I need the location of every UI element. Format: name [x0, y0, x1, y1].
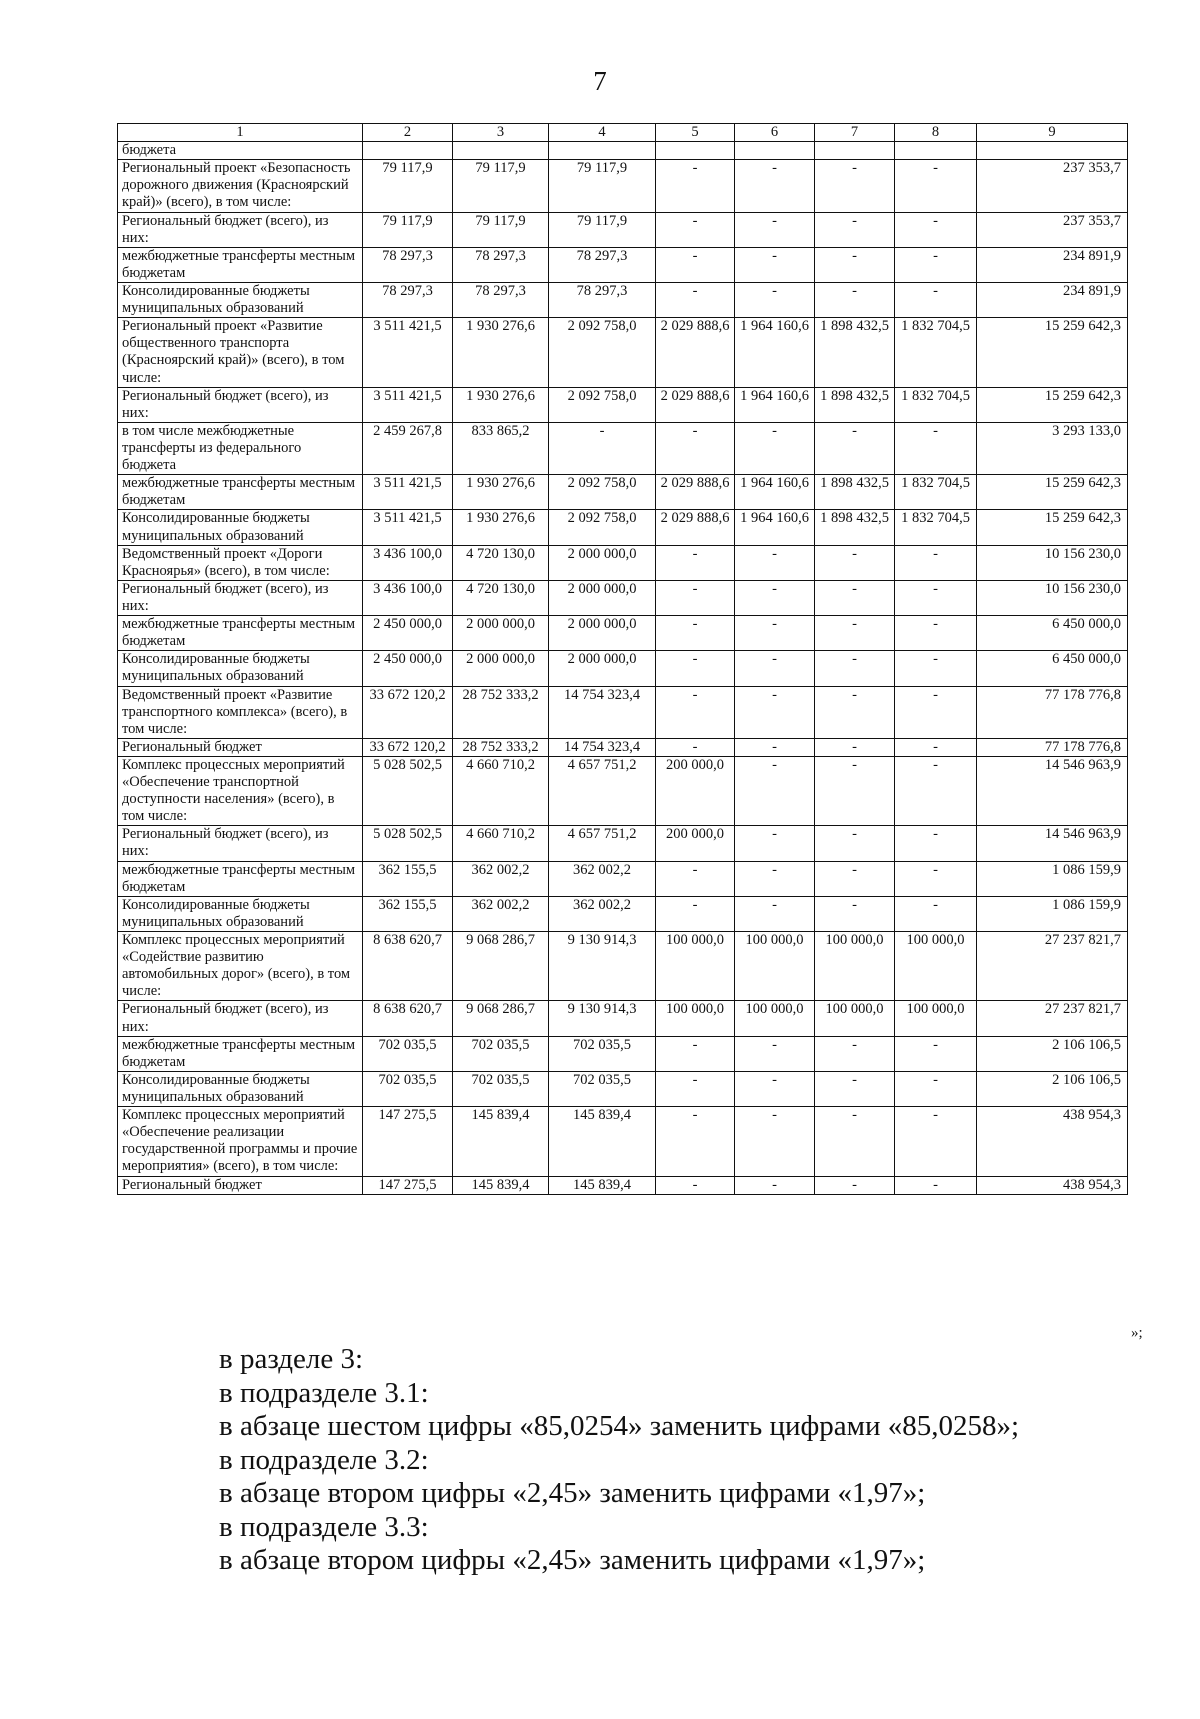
value-cell: 1 930 276,6	[453, 475, 549, 510]
value-cell: 200 000,0	[656, 826, 735, 861]
row-label: межбюджетные трансферты местным бюджетам	[118, 475, 363, 510]
table-row	[118, 580, 1128, 615]
value-cell: 1 898 432,5	[815, 475, 895, 510]
value-cell: 79 117,9	[363, 212, 453, 247]
row-label: Региональный бюджет (всего), из них:	[118, 1001, 363, 1036]
table-header-row	[118, 124, 1128, 142]
value-cell: -	[815, 1071, 895, 1106]
value-cell: -	[656, 1071, 735, 1106]
value-cell: 79 117,9	[549, 160, 656, 212]
value-cell: 100 000,0	[895, 1001, 977, 1036]
value-cell: 28 752 333,2	[453, 738, 549, 756]
total-cell: 77 178 776,8	[977, 686, 1128, 738]
column-header: 6	[735, 124, 815, 142]
value-cell: 4 657 751,2	[549, 826, 656, 861]
column-header: 8	[895, 124, 977, 142]
value-cell: 362 155,5	[363, 896, 453, 931]
value-cell: -	[895, 686, 977, 738]
value-cell: 5 028 502,5	[363, 826, 453, 861]
value-cell: -	[735, 1036, 815, 1071]
total-cell: 6 450 000,0	[977, 616, 1128, 651]
row-label: Консолидированные бюджеты муниципальных образований	[118, 1071, 363, 1106]
table-row	[118, 387, 1128, 422]
value-cell: -	[656, 422, 735, 474]
table-row	[118, 651, 1128, 686]
total-cell: 15 259 642,3	[977, 318, 1128, 387]
amendment-paragraph: в подразделе 3.2:	[219, 1443, 429, 1476]
value-cell: 1 832 704,5	[895, 387, 977, 422]
value-cell: -	[735, 861, 815, 896]
value-cell: -	[895, 756, 977, 825]
amendment-paragraph: в абзаце шестом цифры «85,0254» заменить цифрами «85,0258»;	[219, 1410, 1020, 1442]
value-cell: 2 450 000,0	[363, 616, 453, 651]
value-cell: 2 029 888,6	[656, 318, 735, 387]
value-cell: 702 035,5	[549, 1036, 656, 1071]
value-cell: 2 029 888,6	[656, 475, 735, 510]
table-row	[118, 212, 1128, 247]
value-cell: 78 297,3	[363, 282, 453, 317]
table-body	[118, 142, 1128, 1195]
value-cell: 100 000,0	[895, 932, 977, 1001]
value-cell: 702 035,5	[549, 1071, 656, 1106]
total-cell: 15 259 642,3	[977, 475, 1128, 510]
value-cell: -	[895, 1176, 977, 1194]
value-cell: -	[815, 1107, 895, 1176]
value-cell: 3 436 100,0	[363, 545, 453, 580]
value-cell: 3 511 421,5	[363, 318, 453, 387]
row-label: межбюджетные трансферты местным бюджетам	[118, 861, 363, 896]
value-cell: -	[895, 1107, 977, 1176]
table-row	[118, 510, 1128, 545]
value-cell: 2 000 000,0	[549, 616, 656, 651]
value-cell	[735, 142, 815, 160]
value-cell: -	[815, 756, 895, 825]
value-cell: 1 930 276,6	[453, 387, 549, 422]
value-cell: 9 068 286,7	[453, 1001, 549, 1036]
value-cell: -	[656, 616, 735, 651]
value-cell: -	[656, 282, 735, 317]
value-cell: 100 000,0	[815, 1001, 895, 1036]
value-cell: 1 832 704,5	[895, 475, 977, 510]
value-cell: 145 839,4	[453, 1107, 549, 1176]
value-cell: 3 511 421,5	[363, 475, 453, 510]
total-cell: 77 178 776,8	[977, 738, 1128, 756]
value-cell: -	[895, 545, 977, 580]
value-cell: -	[656, 580, 735, 615]
table-row	[118, 686, 1128, 738]
row-label: Консолидированные бюджеты муниципальных образований	[118, 282, 363, 317]
value-cell: -	[735, 580, 815, 615]
table-row	[118, 1001, 1128, 1036]
amendment-paragraph: в подразделе 3.3:	[219, 1510, 429, 1543]
table-row	[118, 1036, 1128, 1071]
value-cell: -	[735, 1176, 815, 1194]
value-cell: 2 000 000,0	[549, 580, 656, 615]
value-cell: 79 117,9	[453, 160, 549, 212]
value-cell: -	[815, 545, 895, 580]
amendment-text	[219, 1343, 1169, 1578]
row-label: межбюджетные трансферты местным бюджетам	[118, 616, 363, 651]
value-cell: -	[656, 212, 735, 247]
value-cell: -	[815, 826, 895, 861]
value-cell: 2 000 000,0	[453, 651, 549, 686]
table-row	[118, 160, 1128, 212]
value-cell: -	[735, 686, 815, 738]
table-row	[118, 826, 1128, 861]
value-cell: -	[735, 545, 815, 580]
row-label: Региональный проект «Развитие общественного транспорта (Красноярский край)» (всего), в том числе:	[118, 318, 363, 387]
value-cell: 100 000,0	[735, 932, 815, 1001]
value-cell: 2 029 888,6	[656, 387, 735, 422]
value-cell: -	[656, 651, 735, 686]
total-cell: 234 891,9	[977, 247, 1128, 282]
row-label: Консолидированные бюджеты муниципальных образований	[118, 651, 363, 686]
value-cell: -	[895, 212, 977, 247]
value-cell: 2 029 888,6	[656, 510, 735, 545]
value-cell: 362 002,2	[549, 896, 656, 931]
value-cell: -	[656, 896, 735, 931]
value-cell: -	[656, 686, 735, 738]
total-cell: 27 237 821,7	[977, 1001, 1128, 1036]
value-cell: 78 297,3	[453, 282, 549, 317]
row-label: Региональный бюджет (всего), из них:	[118, 580, 363, 615]
row-label: Ведомственный проект «Развитие транспортного комплекса» (всего), в том числе:	[118, 686, 363, 738]
value-cell: 79 117,9	[363, 160, 453, 212]
table-row	[118, 142, 1128, 160]
value-cell: -	[656, 160, 735, 212]
table-row	[118, 247, 1128, 282]
value-cell: -	[549, 422, 656, 474]
value-cell: -	[735, 896, 815, 931]
value-cell: -	[895, 861, 977, 896]
value-cell: 1 964 160,6	[735, 387, 815, 422]
table-row	[118, 738, 1128, 756]
value-cell: -	[735, 160, 815, 212]
value-cell: 702 035,5	[453, 1071, 549, 1106]
column-header: 7	[815, 124, 895, 142]
value-cell: 33 672 120,2	[363, 686, 453, 738]
value-cell: 702 035,5	[363, 1071, 453, 1106]
value-cell: 1 964 160,6	[735, 475, 815, 510]
row-label: Комплекс процессных мероприятий «Обеспечение транспортной доступности населения» (всего), в том числе:	[118, 756, 363, 825]
value-cell	[656, 142, 735, 160]
value-cell: -	[815, 247, 895, 282]
value-cell: -	[815, 686, 895, 738]
value-cell: 2 459 267,8	[363, 422, 453, 474]
value-cell: 4 720 130,0	[453, 545, 549, 580]
value-cell: 100 000,0	[656, 932, 735, 1001]
table-row	[118, 756, 1128, 825]
value-cell: 2 092 758,0	[549, 318, 656, 387]
value-cell: 4 720 130,0	[453, 580, 549, 615]
value-cell: 78 297,3	[363, 247, 453, 282]
table-row	[118, 475, 1128, 510]
value-cell: 1 964 160,6	[735, 510, 815, 545]
total-cell: 15 259 642,3	[977, 510, 1128, 545]
value-cell	[815, 142, 895, 160]
value-cell: 362 002,2	[549, 861, 656, 896]
value-cell: -	[895, 160, 977, 212]
value-cell: 145 839,4	[549, 1107, 656, 1176]
value-cell: 1 832 704,5	[895, 318, 977, 387]
value-cell: -	[735, 616, 815, 651]
row-label: Региональный бюджет (всего), из них:	[118, 212, 363, 247]
row-label: Консолидированные бюджеты муниципальных образований	[118, 510, 363, 545]
table-row	[118, 545, 1128, 580]
total-cell: 2 106 106,5	[977, 1036, 1128, 1071]
value-cell: 33 672 120,2	[363, 738, 453, 756]
amendment-paragraph: в подразделе 3.1:	[219, 1376, 429, 1409]
value-cell: 2 092 758,0	[549, 510, 656, 545]
total-cell: 237 353,7	[977, 212, 1128, 247]
value-cell	[453, 142, 549, 160]
value-cell: 4 657 751,2	[549, 756, 656, 825]
amendment-paragraph: в абзаце втором цифры «2,45» заменить цифрами «1,97»;	[219, 1544, 926, 1576]
value-cell: 100 000,0	[735, 1001, 815, 1036]
row-label: межбюджетные трансферты местным бюджетам	[118, 247, 363, 282]
value-cell: 100 000,0	[815, 932, 895, 1001]
value-cell: 9 130 914,3	[549, 932, 656, 1001]
value-cell: 9 068 286,7	[453, 932, 549, 1001]
value-cell	[549, 142, 656, 160]
value-cell: 78 297,3	[453, 247, 549, 282]
total-cell	[977, 142, 1128, 160]
value-cell: 1 930 276,6	[453, 318, 549, 387]
value-cell: 8 638 620,7	[363, 1001, 453, 1036]
column-header: 9	[977, 124, 1128, 142]
row-label: Региональный бюджет (всего), из них:	[118, 826, 363, 861]
value-cell: 2 000 000,0	[453, 616, 549, 651]
value-cell: -	[815, 1036, 895, 1071]
value-cell: 2 092 758,0	[549, 387, 656, 422]
value-cell: -	[735, 282, 815, 317]
total-cell: 3 293 133,0	[977, 422, 1128, 474]
total-cell: 27 237 821,7	[977, 932, 1128, 1001]
value-cell: -	[895, 616, 977, 651]
value-cell: -	[895, 247, 977, 282]
row-label: межбюджетные трансферты местным бюджетам	[118, 1036, 363, 1071]
value-cell: 1 898 432,5	[815, 510, 895, 545]
table-row	[118, 861, 1128, 896]
value-cell: -	[895, 826, 977, 861]
row-label: Ведомственный проект «Дороги Красноярья» (всего), в том числе:	[118, 545, 363, 580]
amendment-paragraph: в разделе 3:	[219, 1343, 364, 1375]
value-cell: 3 436 100,0	[363, 580, 453, 615]
column-header: 1	[118, 124, 363, 142]
table-row	[118, 896, 1128, 931]
total-cell: 6 450 000,0	[977, 651, 1128, 686]
value-cell: -	[815, 212, 895, 247]
value-cell: -	[815, 861, 895, 896]
value-cell: -	[656, 1107, 735, 1176]
row-label: Региональный бюджет	[118, 1176, 363, 1194]
value-cell: 100 000,0	[656, 1001, 735, 1036]
value-cell: 362 002,2	[453, 896, 549, 931]
total-cell: 1 086 159,9	[977, 861, 1128, 896]
value-cell: 2 000 000,0	[549, 545, 656, 580]
value-cell: 147 275,5	[363, 1107, 453, 1176]
value-cell: -	[656, 247, 735, 282]
total-cell: 438 954,3	[977, 1176, 1128, 1194]
value-cell: 833 865,2	[453, 422, 549, 474]
value-cell: 3 511 421,5	[363, 387, 453, 422]
value-cell: -	[895, 1036, 977, 1071]
value-cell: -	[815, 160, 895, 212]
value-cell: 362 002,2	[453, 861, 549, 896]
column-header: 2	[363, 124, 453, 142]
value-cell: -	[735, 756, 815, 825]
value-cell: 145 839,4	[453, 1176, 549, 1194]
table-row	[118, 932, 1128, 1001]
value-cell: -	[895, 580, 977, 615]
value-cell: -	[735, 422, 815, 474]
total-cell: 10 156 230,0	[977, 545, 1128, 580]
value-cell: 4 660 710,2	[453, 756, 549, 825]
value-cell: 3 511 421,5	[363, 510, 453, 545]
value-cell: -	[656, 738, 735, 756]
value-cell: -	[815, 616, 895, 651]
row-label: Региональный проект «Безопасность дорожного движения (Красноярский край)» (всего), в том числе:	[118, 160, 363, 212]
value-cell: -	[656, 861, 735, 896]
value-cell: 147 275,5	[363, 1176, 453, 1194]
value-cell: -	[815, 282, 895, 317]
row-label: Комплекс процессных мероприятий «Обеспечение реализации государственной программы и прочие мероприятия» (всего), в том числе:	[118, 1107, 363, 1176]
value-cell: -	[735, 247, 815, 282]
table-row	[118, 616, 1128, 651]
value-cell: 2 092 758,0	[549, 475, 656, 510]
value-cell: -	[815, 580, 895, 615]
total-cell: 234 891,9	[977, 282, 1128, 317]
value-cell: 78 297,3	[549, 282, 656, 317]
value-cell: 14 754 323,4	[549, 738, 656, 756]
column-header: 4	[549, 124, 656, 142]
value-cell: 2 450 000,0	[363, 651, 453, 686]
total-cell: 15 259 642,3	[977, 387, 1128, 422]
value-cell: 79 117,9	[549, 212, 656, 247]
value-cell: -	[895, 422, 977, 474]
value-cell: -	[815, 1176, 895, 1194]
value-cell	[363, 142, 453, 160]
value-cell: -	[815, 651, 895, 686]
value-cell: -	[735, 651, 815, 686]
value-cell: -	[656, 1036, 735, 1071]
total-cell: 14 546 963,9	[977, 826, 1128, 861]
value-cell: -	[895, 651, 977, 686]
table-row	[118, 1071, 1128, 1106]
closing-quote-mark: »;	[1131, 1325, 1143, 1341]
value-cell: 79 117,9	[453, 212, 549, 247]
value-cell: -	[735, 212, 815, 247]
value-cell: -	[735, 1071, 815, 1106]
column-header: 5	[656, 124, 735, 142]
value-cell: -	[895, 896, 977, 931]
value-cell: 702 035,5	[363, 1036, 453, 1071]
value-cell: 362 155,5	[363, 861, 453, 896]
total-cell: 438 954,3	[977, 1107, 1128, 1176]
table-row	[118, 318, 1128, 387]
value-cell: 14 754 323,4	[549, 686, 656, 738]
value-cell: 1 898 432,5	[815, 387, 895, 422]
table-row	[118, 1107, 1128, 1176]
value-cell: 1 930 276,6	[453, 510, 549, 545]
value-cell: -	[895, 282, 977, 317]
value-cell: 1 964 160,6	[735, 318, 815, 387]
value-cell: 5 028 502,5	[363, 756, 453, 825]
value-cell: 78 297,3	[549, 247, 656, 282]
budget-table	[117, 123, 1128, 1195]
value-cell: 145 839,4	[549, 1176, 656, 1194]
value-cell: -	[656, 545, 735, 580]
value-cell: -	[815, 738, 895, 756]
row-label: Консолидированные бюджеты муниципальных образований	[118, 896, 363, 931]
value-cell: -	[815, 896, 895, 931]
value-cell: 200 000,0	[656, 756, 735, 825]
value-cell: -	[656, 1176, 735, 1194]
page-number: 7	[593, 66, 607, 96]
total-cell: 1 086 159,9	[977, 896, 1128, 931]
row-label: Региональный бюджет	[118, 738, 363, 756]
amendment-paragraph: в абзаце втором цифры «2,45» заменить цифрами «1,97»;	[219, 1477, 926, 1509]
total-cell: 237 353,7	[977, 160, 1128, 212]
total-cell: 14 546 963,9	[977, 756, 1128, 825]
table-row	[118, 1176, 1128, 1194]
value-cell: 2 000 000,0	[549, 651, 656, 686]
total-cell: 2 106 106,5	[977, 1071, 1128, 1106]
value-cell: 702 035,5	[453, 1036, 549, 1071]
value-cell: 9 130 914,3	[549, 1001, 656, 1036]
value-cell: -	[815, 422, 895, 474]
value-cell: 4 660 710,2	[453, 826, 549, 861]
value-cell: -	[735, 1107, 815, 1176]
value-cell: -	[895, 738, 977, 756]
value-cell: 1 898 432,5	[815, 318, 895, 387]
column-header: 3	[453, 124, 549, 142]
row-label: в том числе межбюджетные трансферты из федерального бюджета	[118, 422, 363, 474]
value-cell: -	[735, 826, 815, 861]
value-cell: 28 752 333,2	[453, 686, 549, 738]
value-cell: 1 832 704,5	[895, 510, 977, 545]
value-cell: 8 638 620,7	[363, 932, 453, 1001]
value-cell	[895, 142, 977, 160]
row-label: Региональный бюджет (всего), из них:	[118, 387, 363, 422]
total-cell: 10 156 230,0	[977, 580, 1128, 615]
value-cell: -	[735, 738, 815, 756]
table-row	[118, 282, 1128, 317]
table-row	[118, 422, 1128, 474]
value-cell: -	[895, 1071, 977, 1106]
row-label: бюджета	[118, 142, 363, 160]
row-label: Комплекс процессных мероприятий «Содействие развитию автомобильных дорог» (всего), в том числе:	[118, 932, 363, 1001]
